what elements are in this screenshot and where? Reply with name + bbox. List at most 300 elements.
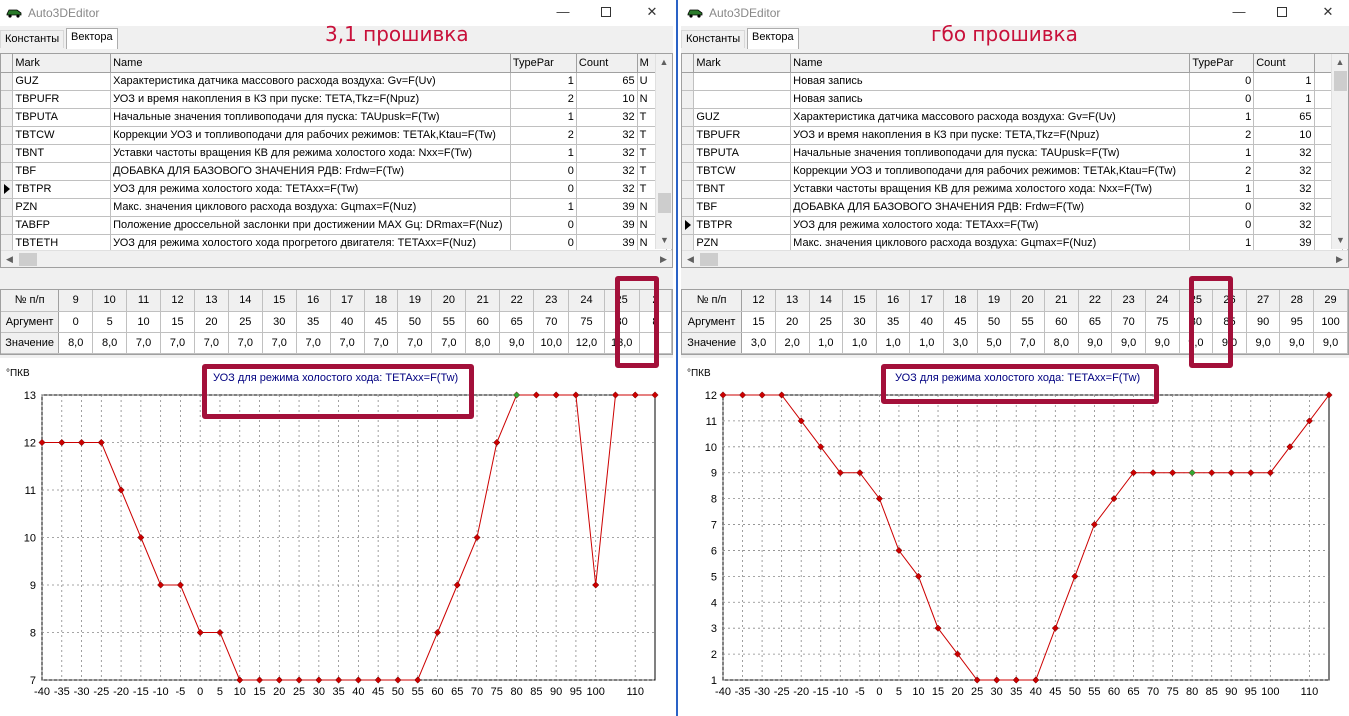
cell-mark[interactable]: GUZ bbox=[13, 72, 111, 90]
cell-typepar[interactable]: 0 bbox=[510, 180, 576, 198]
x-tick-label: 65 bbox=[451, 686, 464, 698]
column-header[interactable]: TypePar bbox=[510, 54, 576, 72]
vector-value-cell[interactable]: 9,0 bbox=[1246, 332, 1280, 353]
y-tick-label: 4 bbox=[710, 597, 717, 610]
vertical-scroll-thumb[interactable] bbox=[658, 193, 671, 213]
chart-panel bbox=[681, 358, 1349, 716]
y-tick-label: 7 bbox=[29, 675, 36, 687]
vector-value-cell[interactable]: 7,0 bbox=[330, 332, 364, 353]
cell-typepar[interactable]: 2 bbox=[510, 90, 576, 108]
vector-value-cell[interactable]: 8,0 bbox=[1044, 332, 1078, 353]
cell-name[interactable]: УОЗ для режима холостого хода: TETAxx=F(Tw) bbox=[111, 180, 511, 198]
vector-index-cell: 23 bbox=[534, 290, 569, 311]
cell-count[interactable]: 10 bbox=[576, 90, 637, 108]
horizontal-scrollbar[interactable] bbox=[1, 250, 672, 267]
vector-argument-cell: 55 bbox=[432, 311, 466, 332]
vector-value-cell[interactable]: 3,0 bbox=[944, 332, 978, 353]
vector-argument-cell: 60 bbox=[466, 311, 500, 332]
close-button[interactable]: ✕ bbox=[646, 4, 658, 19]
vector-argument-cell: 10 bbox=[127, 311, 161, 332]
cell-mark[interactable]: TBF bbox=[13, 162, 111, 180]
cell-count[interactable]: 39 bbox=[576, 198, 637, 216]
vector-value-cell[interactable]: 9,0 bbox=[1213, 332, 1247, 353]
scroll-left-icon[interactable]: ◀ bbox=[6, 254, 13, 264]
x-tick-label: 40 bbox=[1029, 686, 1042, 698]
cell-count[interactable]: 39 bbox=[576, 216, 637, 234]
horizontal-scroll-thumb[interactable] bbox=[700, 253, 718, 266]
cell-typepar[interactable]: 1 bbox=[1190, 108, 1254, 126]
cell-count[interactable]: 32 bbox=[1254, 180, 1314, 198]
cell-mark[interactable]: TBTCW bbox=[694, 162, 791, 180]
cell-count[interactable]: 32 bbox=[576, 126, 637, 144]
vector-argument-cell: 5 bbox=[93, 311, 127, 332]
column-header[interactable]: Mark bbox=[13, 54, 111, 72]
cell-typepar[interactable]: 1 bbox=[510, 72, 576, 90]
cell-mark[interactable]: PZN bbox=[694, 234, 791, 252]
cell-typepar[interactable]: 2 bbox=[510, 126, 576, 144]
x-tick-label: 15 bbox=[253, 686, 266, 698]
table-row[interactable] bbox=[682, 90, 1348, 108]
desktop-divider bbox=[676, 0, 678, 716]
x-tick-label: 100 bbox=[586, 686, 605, 698]
cell-count[interactable]: 32 bbox=[576, 144, 637, 162]
row-indicator[interactable] bbox=[682, 216, 694, 234]
maximize-button[interactable] bbox=[591, 2, 621, 22]
row-indicator[interactable] bbox=[682, 72, 694, 90]
x-tick-label: 85 bbox=[1205, 686, 1218, 698]
vector-value-cell[interactable]: 8,0 bbox=[466, 332, 500, 353]
row-indicator[interactable] bbox=[1, 144, 13, 162]
vector-row-value bbox=[1, 332, 672, 353]
x-tick-label: -40 bbox=[34, 686, 50, 698]
horizontal-scroll-thumb[interactable] bbox=[19, 253, 37, 266]
column-header[interactable]: Name bbox=[791, 54, 1190, 72]
row-indicator[interactable] bbox=[682, 126, 694, 144]
cell-name[interactable]: Положение дроссельной заслонки при достижении MAX Gц: DRmax=F(Nuz) bbox=[111, 216, 511, 234]
scroll-up-icon[interactable]: ▲ bbox=[659, 57, 669, 67]
cell-mark[interactable]: PZN bbox=[13, 198, 111, 216]
close-button[interactable]: ✕ bbox=[1322, 4, 1334, 19]
x-tick-label: 100 bbox=[1261, 686, 1280, 698]
horizontal-scrollbar[interactable] bbox=[682, 250, 1348, 267]
left-editor-window bbox=[0, 0, 673, 716]
cell-name[interactable]: УОЗ для режима холостого хода: TETAxx=F(Tw) bbox=[791, 216, 1190, 234]
cell-m[interactable]: N bbox=[637, 216, 666, 234]
table-header-row bbox=[1, 54, 672, 72]
vector-index-cell: 23 bbox=[1112, 290, 1146, 311]
cell-name[interactable]: ДОБАВКА ДЛЯ БАЗОВОГО ЗНАЧЕНИЯ РДВ: Frdw=F(Tw) bbox=[111, 162, 511, 180]
cell-count[interactable]: 39 bbox=[1254, 234, 1314, 252]
vector-value-cell[interactable]: 7,0 bbox=[1011, 332, 1045, 353]
vector-index-cell: 13 bbox=[194, 290, 228, 311]
maximize-icon bbox=[1277, 7, 1287, 17]
vector-value-cell[interactable]: 7,0 bbox=[262, 332, 296, 353]
x-tick-label: 40 bbox=[352, 686, 365, 698]
cell-count[interactable]: 32 bbox=[1254, 198, 1314, 216]
cell-count[interactable]: 65 bbox=[1254, 108, 1314, 126]
cell-mark[interactable]: TBTETH bbox=[13, 234, 111, 252]
cell-name[interactable]: Начальные значения топливоподачи для пуска: TAUpusk=F(Tw) bbox=[111, 108, 511, 126]
parameters-table bbox=[1, 54, 672, 253]
scroll-right-icon[interactable]: ▶ bbox=[1336, 254, 1343, 264]
scroll-up-icon[interactable]: ▲ bbox=[1335, 57, 1345, 67]
maximize-button[interactable] bbox=[1267, 2, 1297, 22]
cell-m[interactable]: N bbox=[637, 198, 666, 216]
vector-argument-cell: 80 bbox=[604, 311, 639, 332]
x-tick-label: 35 bbox=[332, 686, 345, 698]
x-tick-label: 80 bbox=[1186, 686, 1199, 698]
vector-table bbox=[682, 290, 1348, 354]
cell-typepar[interactable]: 0 bbox=[510, 234, 576, 252]
vector-index-cell: 17 bbox=[330, 290, 364, 311]
line-chart bbox=[681, 358, 1349, 716]
minimize-button[interactable]: — bbox=[556, 4, 570, 19]
vector-value-cell[interactable]: 9,0 bbox=[1179, 332, 1213, 353]
cell-typepar[interactable]: 0 bbox=[510, 162, 576, 180]
cell-typepar[interactable]: 1 bbox=[510, 108, 576, 126]
minimize-button[interactable]: — bbox=[1232, 4, 1246, 19]
vector-index-cell: 29 bbox=[1314, 290, 1348, 311]
x-tick-label: 95 bbox=[569, 686, 583, 698]
cell-count[interactable]: 32 bbox=[1254, 216, 1314, 234]
vector-value-cell[interactable]: 9,0 bbox=[1078, 332, 1112, 353]
y-tick-label: 2 bbox=[710, 649, 717, 662]
row-indicator[interactable] bbox=[1, 198, 13, 216]
table-row[interactable] bbox=[1, 72, 672, 90]
y-tick-label: 9 bbox=[29, 580, 36, 592]
vector-argument-cell: 40 bbox=[330, 311, 364, 332]
x-tick-label: 60 bbox=[431, 686, 444, 698]
vector-value-cell[interactable]: 9,0 bbox=[1280, 332, 1314, 353]
vector-value-cell[interactable]: 10,0 bbox=[534, 332, 569, 353]
x-tick-label: 5 bbox=[216, 686, 224, 698]
cell-name[interactable]: Макс. значения циклового расхода воздуха: Gцmax=F(Nuz) bbox=[111, 198, 511, 216]
y-tick-label: 8 bbox=[29, 627, 36, 640]
vertical-scrollbar[interactable] bbox=[1331, 54, 1348, 249]
vector-argument-cell: 20 bbox=[194, 311, 228, 332]
table-row[interactable] bbox=[682, 180, 1348, 198]
cell-typepar[interactable]: 1 bbox=[510, 198, 576, 216]
y-tick-label: 13 bbox=[23, 390, 36, 402]
vector-index-cell: 12 bbox=[161, 290, 195, 311]
vector-value-cell[interactable]: 7,0 bbox=[228, 332, 262, 353]
row-indicator[interactable] bbox=[1, 180, 13, 198]
cell-count[interactable]: 1 bbox=[1254, 90, 1314, 108]
cell-typepar[interactable]: 0 bbox=[1190, 90, 1254, 108]
vector-index-cell: 19 bbox=[398, 290, 432, 311]
vector-argument-cell: 65 bbox=[1078, 311, 1112, 332]
tab-vectors[interactable]: Вектора bbox=[747, 28, 799, 49]
cell-m[interactable]: T bbox=[637, 180, 666, 198]
cell-count[interactable]: 32 bbox=[1254, 162, 1314, 180]
vertical-scroll-thumb[interactable] bbox=[1334, 71, 1347, 91]
vector-value-cell[interactable]: 9,0 bbox=[1145, 332, 1179, 353]
x-tick-label: 65 bbox=[1127, 686, 1140, 698]
vector-value-cell[interactable]: 1,0 bbox=[843, 332, 877, 353]
vector-index-cell: 14 bbox=[809, 290, 843, 311]
vector-index-cell: 9 bbox=[59, 290, 93, 311]
cell-name[interactable]: Характеристика датчика массового расхода воздуха: Gv=F(Uv) bbox=[791, 108, 1190, 126]
cell-name[interactable]: УОЗ и время накопления в КЗ при пуске: TETA,Tkz=F(Npuz) bbox=[791, 126, 1190, 144]
vector-index-cell: 21 bbox=[1044, 290, 1078, 311]
cell-m[interactable]: N bbox=[637, 90, 666, 108]
vector-row-label: Значение bbox=[682, 332, 742, 353]
x-tick-label: 80 bbox=[510, 686, 523, 698]
cell-mark[interactable]: TBPUFR bbox=[694, 126, 791, 144]
vector-index-cell: 20 bbox=[1011, 290, 1045, 311]
cell-typepar[interactable]: 1 bbox=[1190, 234, 1254, 252]
cell-mark[interactable]: TBPUTA bbox=[694, 144, 791, 162]
cell-m[interactable]: T bbox=[637, 144, 666, 162]
cell-mark[interactable] bbox=[694, 72, 791, 90]
cell-mark[interactable]: TBNT bbox=[13, 144, 111, 162]
vector-value-cell[interactable]: 7,0 bbox=[161, 332, 195, 353]
cell-mark[interactable]: TABFP bbox=[13, 216, 111, 234]
cell-mark[interactable] bbox=[694, 90, 791, 108]
vector-index-cell: 18 bbox=[944, 290, 978, 311]
vector-value-cell[interactable]: 5,0 bbox=[977, 332, 1011, 353]
cell-count[interactable]: 39 bbox=[576, 234, 637, 252]
vector-index-cell: 25 bbox=[604, 290, 639, 311]
cell-m[interactable]: T bbox=[637, 108, 666, 126]
vector-index-cell: 14 bbox=[228, 290, 262, 311]
vector-index-cell: 13 bbox=[775, 290, 809, 311]
table-row[interactable] bbox=[1, 90, 672, 108]
cell-count[interactable]: 32 bbox=[576, 108, 637, 126]
y-tick-label: 10 bbox=[23, 532, 36, 545]
cell-name[interactable]: ДОБАВКА ДЛЯ БАЗОВОГО ЗНАЧЕНИЯ РДВ: Frdw=F(Tw) bbox=[791, 198, 1190, 216]
table-row[interactable] bbox=[1, 180, 672, 198]
table-row[interactable] bbox=[682, 126, 1348, 144]
row-indicator[interactable] bbox=[1, 108, 13, 126]
cell-mark[interactable]: TBPUTA bbox=[13, 108, 111, 126]
vector-argument-cell: 100 bbox=[1314, 311, 1348, 332]
cell-name[interactable]: Уставки частоты вращения КВ для режима холостого хода: Nxx=F(Tw) bbox=[791, 180, 1190, 198]
cell-typepar[interactable]: 2 bbox=[1190, 126, 1254, 144]
car-app-icon bbox=[687, 7, 703, 18]
cell-typepar[interactable]: 0 bbox=[1190, 198, 1254, 216]
vector-value-cell[interactable]: 8,0 bbox=[59, 332, 93, 353]
vector-index-cell: 25 bbox=[1179, 290, 1213, 311]
x-tick-label: -15 bbox=[132, 686, 149, 698]
row-indicator[interactable] bbox=[682, 162, 694, 180]
vector-value-cell[interactable]: 12,0 bbox=[569, 332, 604, 353]
table-row[interactable] bbox=[682, 198, 1348, 216]
column-header[interactable]: TypePar bbox=[1190, 54, 1254, 72]
vector-argument-cell: 50 bbox=[398, 311, 432, 332]
vertical-scrollbar[interactable] bbox=[655, 54, 672, 249]
cell-count[interactable]: 32 bbox=[576, 162, 637, 180]
row-indicator[interactable] bbox=[1, 162, 13, 180]
cell-typepar[interactable]: 1 bbox=[510, 144, 576, 162]
cell-name[interactable]: Макс. значения циклового расхода воздуха: Gцmax=F(Nuz) bbox=[791, 234, 1190, 252]
cell-count[interactable]: 1 bbox=[1254, 72, 1314, 90]
cell-typepar[interactable]: 2 bbox=[1190, 162, 1254, 180]
cell-typepar[interactable]: 0 bbox=[510, 216, 576, 234]
cell-mark[interactable]: TBF bbox=[694, 198, 791, 216]
right-editor-window bbox=[681, 0, 1349, 716]
row-indicator[interactable] bbox=[682, 90, 694, 108]
vector-grid bbox=[681, 289, 1349, 355]
table-row[interactable] bbox=[682, 162, 1348, 180]
table-row[interactable] bbox=[1, 198, 672, 216]
x-tick-label: -20 bbox=[113, 686, 130, 698]
vector-value-cell[interactable]: 7,0 bbox=[296, 332, 330, 353]
x-tick-label: 90 bbox=[1225, 686, 1238, 698]
vector-argument-cell: 8 bbox=[639, 311, 671, 332]
vector-index-cell: 28 bbox=[1280, 290, 1314, 311]
cell-mark[interactable]: TBNT bbox=[694, 180, 791, 198]
vector-value-cell[interactable]: 7,0 bbox=[432, 332, 466, 353]
vector-value-cell[interactable]: 1,0 bbox=[876, 332, 910, 353]
vector-value-cell[interactable]: 7,0 bbox=[127, 332, 161, 353]
table-row[interactable] bbox=[682, 216, 1348, 234]
tab-constants[interactable]: Константы bbox=[681, 30, 745, 48]
column-header[interactable]: Count bbox=[1254, 54, 1314, 72]
x-tick-label: 70 bbox=[470, 686, 484, 698]
table-row[interactable] bbox=[1, 216, 672, 234]
row-indicator[interactable] bbox=[682, 144, 694, 162]
vector-value-cell[interactable]: 7,0 bbox=[194, 332, 228, 353]
scroll-down-icon[interactable]: ▼ bbox=[660, 235, 669, 245]
firmware-heading: гбо прошивка bbox=[931, 22, 1078, 46]
highlight-box-chart-title bbox=[202, 364, 474, 419]
cell-name[interactable]: УОЗ и время накопления в КЗ при пуске: TETA,Tkz=F(Npuz) bbox=[111, 90, 511, 108]
vector-row-index bbox=[1, 290, 672, 311]
row-indicator[interactable] bbox=[1, 126, 13, 144]
vector-index-cell: 24 bbox=[1145, 290, 1179, 311]
vector-value-cell[interactable]: 7,0 bbox=[364, 332, 398, 353]
row-indicator[interactable] bbox=[682, 180, 694, 198]
cell-name[interactable]: Начальные значения топливоподачи для пуска: TAUpusk=F(Tw) bbox=[791, 144, 1190, 162]
x-tick-label: 45 bbox=[372, 686, 385, 698]
cell-count[interactable]: 65 bbox=[576, 72, 637, 90]
x-tick-label: 5 bbox=[895, 686, 902, 698]
column-header[interactable]: Name bbox=[111, 54, 511, 72]
y-tick-label: 10 bbox=[704, 441, 717, 454]
x-tick-label: -10 bbox=[152, 686, 169, 698]
chart-title: УОЗ для режима холостого хода: TETAxx=F(Tw) bbox=[895, 372, 1141, 384]
table-row[interactable] bbox=[1, 162, 672, 180]
table-header-row bbox=[682, 54, 1348, 72]
table-row[interactable] bbox=[1, 108, 672, 126]
cell-name[interactable]: Уставки частоты вращения КВ для режима холостого хода: Nxx=F(Tw) bbox=[111, 144, 511, 162]
vector-value-cell[interactable]: 8,0 bbox=[93, 332, 127, 353]
cell-m[interactable]: U bbox=[637, 72, 666, 90]
vector-row-argument bbox=[1, 311, 672, 332]
cell-m[interactable]: T bbox=[637, 162, 666, 180]
header-indicator-cell bbox=[682, 54, 694, 72]
table-row[interactable] bbox=[1, 126, 672, 144]
vector-argument-cell: 25 bbox=[809, 311, 843, 332]
vector-value-cell[interactable]: 7,0 bbox=[398, 332, 432, 353]
row-indicator[interactable] bbox=[682, 198, 694, 216]
scroll-left-icon[interactable]: ◀ bbox=[687, 254, 694, 264]
vector-argument-cell: 30 bbox=[262, 311, 296, 332]
cell-mark[interactable]: TBTCW bbox=[13, 126, 111, 144]
column-header[interactable]: M bbox=[637, 54, 666, 72]
vector-value-cell[interactable]: 9,0 bbox=[1112, 332, 1146, 353]
row-indicator[interactable] bbox=[1, 72, 13, 90]
row-indicator[interactable] bbox=[1, 216, 13, 234]
vector-argument-cell: 35 bbox=[296, 311, 330, 332]
cell-name[interactable]: Новая запись bbox=[791, 72, 1190, 90]
tab-constants[interactable]: Константы bbox=[0, 30, 64, 48]
maximize-icon bbox=[601, 7, 611, 17]
vector-value-cell[interactable]: 1,0 bbox=[910, 332, 944, 353]
vector-value-cell[interactable]: 9,0 bbox=[500, 332, 534, 353]
x-tick-label: -5 bbox=[175, 686, 186, 698]
cell-name[interactable]: Новая запись bbox=[791, 90, 1190, 108]
cell-name[interactable]: Характеристика датчика массового расхода воздуха: Gv=F(Uv) bbox=[111, 72, 511, 90]
vector-value-cell[interactable]: 3,0 bbox=[742, 332, 776, 353]
x-tick-label: 15 bbox=[931, 686, 945, 698]
vector-row-label: Аргумент bbox=[682, 311, 742, 332]
vector-row-argument bbox=[682, 311, 1348, 332]
x-tick-label: 10 bbox=[912, 686, 925, 698]
vector-value-cell[interactable]: 13,0 bbox=[604, 332, 639, 353]
cell-count[interactable]: 10 bbox=[1254, 126, 1314, 144]
table-row[interactable] bbox=[682, 144, 1348, 162]
vector-value-cell[interactable]: 2,0 bbox=[775, 332, 809, 353]
vector-index-cell: 17 bbox=[910, 290, 944, 311]
table-row[interactable] bbox=[682, 72, 1348, 90]
row-indicator[interactable] bbox=[682, 108, 694, 126]
cell-mark[interactable]: TBPUFR bbox=[13, 90, 111, 108]
cell-count[interactable]: 32 bbox=[1254, 144, 1314, 162]
vector-value-cell[interactable]: 1,0 bbox=[809, 332, 843, 353]
cell-name[interactable]: Коррекции УОЗ и топливоподачи для рабочих режимов: TETAk,Ktau=F(Tw) bbox=[111, 126, 511, 144]
x-tick-label: -5 bbox=[854, 686, 865, 698]
cell-typepar[interactable]: 1 bbox=[1190, 180, 1254, 198]
scroll-right-icon[interactable]: ▶ bbox=[660, 254, 667, 264]
cell-count[interactable]: 32 bbox=[576, 180, 637, 198]
cell-mark[interactable]: TBTPR bbox=[13, 180, 111, 198]
vector-index-cell: 21 bbox=[466, 290, 500, 311]
table-row[interactable] bbox=[682, 108, 1348, 126]
cell-mark[interactable]: TBTPR bbox=[694, 216, 791, 234]
cell-typepar[interactable]: 0 bbox=[1190, 72, 1254, 90]
x-tick-label: 30 bbox=[312, 686, 325, 698]
x-tick-label: -15 bbox=[812, 686, 829, 698]
cell-name[interactable]: УОЗ для режима холостого хода прогретого двигателя: TETAxx=F(Nuz) bbox=[111, 234, 511, 252]
y-tick-label: 9 bbox=[710, 467, 717, 480]
vector-argument-cell: 55 bbox=[1011, 311, 1045, 332]
vector-argument-cell: 20 bbox=[775, 311, 809, 332]
scroll-down-icon[interactable]: ▼ bbox=[1336, 235, 1345, 245]
cell-mark[interactable]: GUZ bbox=[694, 108, 791, 126]
vector-argument-cell: 45 bbox=[364, 311, 398, 332]
tab-vectors[interactable]: Вектора bbox=[66, 28, 118, 49]
vector-index-cell: 10 bbox=[93, 290, 127, 311]
cell-typepar[interactable]: 0 bbox=[1190, 216, 1254, 234]
vector-table bbox=[1, 290, 672, 354]
y-tick-label: 8 bbox=[710, 493, 717, 506]
vector-argument-cell: 25 bbox=[228, 311, 262, 332]
table-row[interactable] bbox=[1, 144, 672, 162]
chart-title: УОЗ для режима холостого хода: TETAxx=F(Tw) bbox=[213, 372, 459, 384]
column-header[interactable]: Mark bbox=[694, 54, 791, 72]
x-tick-label: 50 bbox=[1068, 686, 1081, 698]
row-indicator[interactable] bbox=[1, 90, 13, 108]
column-header[interactable]: Count bbox=[576, 54, 637, 72]
cell-typepar[interactable]: 1 bbox=[1190, 144, 1254, 162]
vector-value-cell[interactable]: 9,0 bbox=[1314, 332, 1348, 353]
vector-index-cell: 16 bbox=[296, 290, 330, 311]
cell-m[interactable]: N bbox=[637, 234, 666, 252]
cell-m[interactable]: T bbox=[637, 126, 666, 144]
cell-name[interactable]: Коррекции УОЗ и топливоподачи для рабочих режимов: TETAk,Ktau=F(Tw) bbox=[791, 162, 1190, 180]
